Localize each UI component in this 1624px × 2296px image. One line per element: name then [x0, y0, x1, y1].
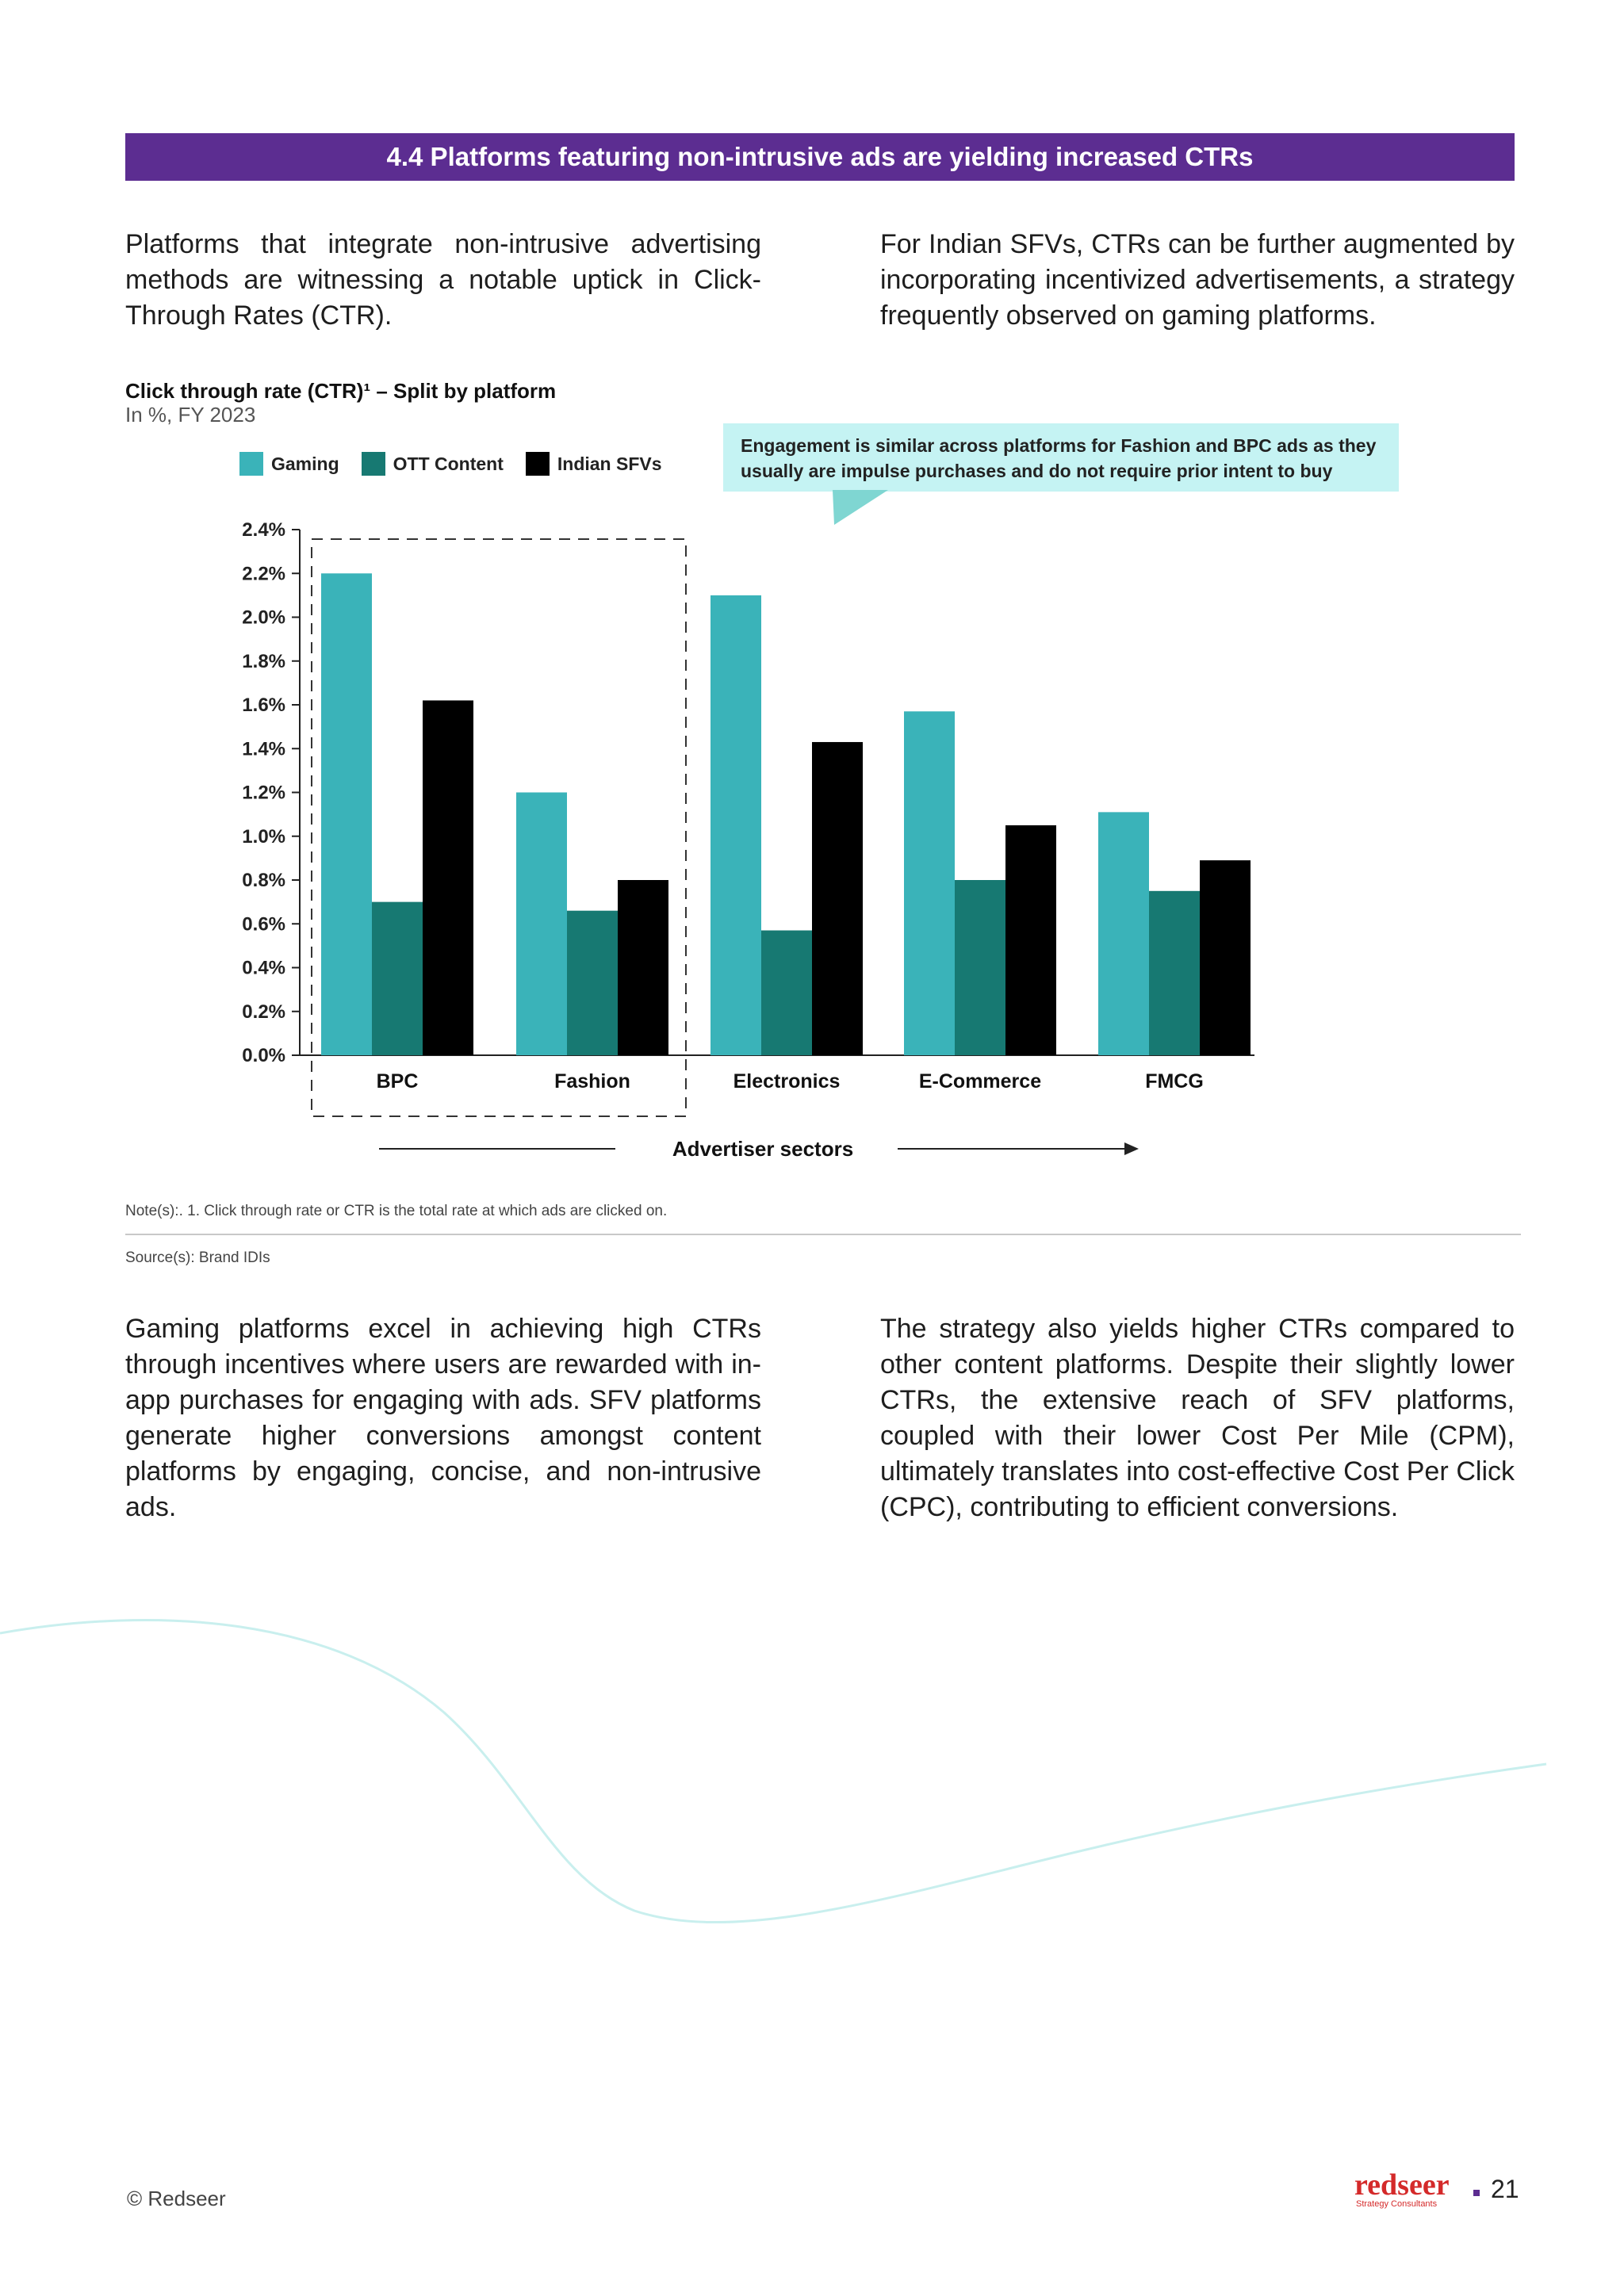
bar-indian-sfvs-fashion	[618, 880, 668, 1055]
chart-source: Source(s): Brand IDIs	[125, 1249, 270, 1266]
legend-label-gaming: Gaming	[271, 453, 339, 474]
body-left-paragraph: Gaming platforms excel in achieving high CTRs through incentives where users are rewarded with in-app purchases for engaging with ads. SFV platforms generate higher conversions amongst content platforms by engaging, concise, and non-intrusive ads.	[125, 1314, 761, 1522]
x-category-label: FMCG	[1145, 1070, 1204, 1093]
legend-label-ott: OTT Content	[393, 453, 504, 474]
x-category-label: Electronics	[733, 1070, 841, 1093]
bar-indian-sfvs-bpc	[423, 700, 473, 1055]
chart-subtitle: In %, FY 2023	[125, 403, 256, 427]
y-tick-label: 1.8%	[242, 650, 285, 672]
y-tick-label: 1.0%	[242, 825, 285, 848]
footer-dot	[1473, 2190, 1480, 2196]
x-axis-title: Advertiser sectors	[672, 1137, 854, 1161]
y-tick-label: 0.0%	[242, 1045, 285, 1066]
y-tick-label: 2.0%	[242, 607, 285, 629]
y-tick-label: 0.4%	[242, 957, 285, 979]
intro-left-paragraph: Platforms that integrate non-intrusive advertising methods are witnessing a notable uptick in Click-Through Rates (CTR).	[125, 229, 761, 331]
bar-indian-sfvs-fmcg	[1200, 860, 1251, 1055]
y-tick-label: 0.6%	[242, 913, 285, 936]
y-tick-label: 1.2%	[242, 782, 285, 804]
y-tick-label: 0.8%	[242, 870, 285, 891]
bar-ott-content-e-commerce	[955, 880, 1005, 1055]
x-title-arrowhead	[1124, 1142, 1139, 1155]
legend-label-sfv: Indian SFVs	[557, 453, 662, 474]
bar-indian-sfvs-electronics	[812, 742, 863, 1055]
y-tick-label: 2.4%	[242, 519, 285, 541]
divider	[125, 1234, 1521, 1235]
bar-gaming-electronics	[710, 595, 761, 1055]
bar-ott-content-fashion	[567, 911, 618, 1055]
body-right-paragraph: The strategy also yields higher CTRs compared to other content platforms. Despite their slightly lower CTRs, the extensive reach of SFV platforms, coupled with their lower Cost Per Mile (CPM), ultimately translates into cost-effective Cost Per Click (CPC), contributing to efficient conversions.	[880, 1314, 1515, 1522]
bar-gaming-bpc	[321, 573, 372, 1055]
y-tick-label: 1.4%	[242, 738, 285, 760]
chart-callout: Engagement is similar across platforms for Fashion and BPC ads as they usually are impulse purchases and do not require prior intent to buy	[723, 423, 1399, 492]
redseer-logo	[1354, 2168, 1465, 2210]
logo-wordmark: redseer	[1354, 2168, 1450, 2202]
logo-tagline: Strategy Consultants	[1356, 2199, 1438, 2209]
bar-ott-content-electronics	[761, 931, 812, 1055]
x-category-label: Fashion	[554, 1070, 630, 1093]
copyright: © Redseer	[127, 2187, 226, 2210]
chart-note: Note(s):. 1. Click through rate or CTR is the total rate at which ads are clicked on.	[125, 1203, 668, 1219]
x-category-label: E-Commerce	[918, 1070, 1042, 1093]
intro-right-paragraph: For Indian SFVs, CTRs can be further augmented by incorporating incentivized advertisements, a strategy frequently observed on gaming platforms.	[880, 229, 1515, 331]
y-tick-label: 0.2%	[242, 1001, 285, 1023]
y-tick-label: 2.2%	[242, 563, 285, 585]
bar-ott-content-bpc	[372, 902, 423, 1055]
bar-gaming-e-commerce	[904, 711, 955, 1055]
page-number: 21	[1491, 2175, 1519, 2203]
x-category-label: BPC	[376, 1070, 419, 1093]
bar-indian-sfvs-e-commerce	[1005, 825, 1056, 1055]
bar-ott-content-fmcg	[1149, 891, 1200, 1055]
y-tick-label: 1.6%	[242, 695, 285, 716]
section-title: 4.4 Platforms featuring non-intrusive ads are yielding increased CTRs	[125, 133, 1515, 181]
decorative-wave	[0, 1570, 1624, 1998]
chart-title: Click through rate (CTR)¹ – Split by platform	[125, 379, 557, 403]
bar-gaming-fashion	[516, 793, 567, 1056]
bar-gaming-fmcg	[1098, 812, 1149, 1055]
